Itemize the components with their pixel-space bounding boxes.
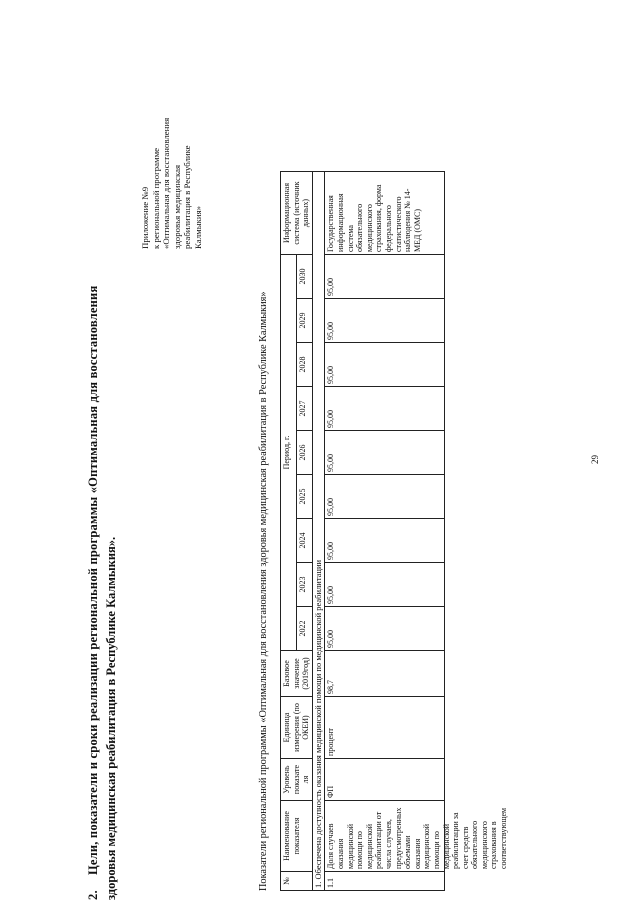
row-unit: процент — [325, 697, 445, 759]
col-header-info: Информационная система (источник данных) — [281, 172, 313, 255]
heading-number: 2. — [86, 890, 100, 900]
year-header: 2026 — [296, 431, 312, 475]
row-info — [325, 172, 445, 255]
appendix-line: «Оптимальная для восстановления — [161, 117, 172, 249]
row-value: 95,00 — [325, 475, 445, 519]
row-name-text: Доля случаев оказания медицинской помощи по медицинской реабилитации от числа случаев, предусмотренных объемами оказания медицинской помощи по медицинской реабилитации за счет средств обязательного медицинского страхования в соответствующем — [326, 807, 509, 869]
indicators-table — [280, 171, 509, 891]
year-header: 2030 — [296, 255, 312, 299]
row-info-text: Государственная информационная система обязательного медицинского страхования, форма федерального статистического наблюдения № 14-МЕД (ОМС) — [326, 184, 422, 252]
row-value: 95,00 — [325, 431, 445, 475]
appendix-line: Приложение №9 — [140, 186, 150, 249]
row-value: 95,00 — [325, 255, 445, 299]
appendix-line: реабилитация в Республике — [182, 145, 193, 249]
col-header-unit: Единица измерения (по ОКЕИ) — [281, 697, 313, 759]
col-header-base: Базовое значение (2019год) — [281, 651, 313, 697]
appendix-line: здоровья медицинская — [171, 164, 182, 249]
col-header-level: Уровень показате ля — [281, 759, 313, 801]
row-value: 95,00 — [325, 563, 445, 607]
page-number: 29 — [590, 455, 600, 464]
year-header: 2025 — [296, 475, 312, 519]
year-header: 2024 — [296, 519, 312, 563]
year-header: 2023 — [296, 563, 312, 607]
row-value: 95,00 — [325, 299, 445, 343]
row-value: 95,00 — [325, 519, 445, 563]
year-header: 2027 — [296, 387, 312, 431]
year-header: 2028 — [296, 343, 312, 387]
appendix-note — [140, 118, 204, 249]
row-level: ФП — [325, 759, 445, 801]
appendix-line: Калмыкия» — [192, 205, 203, 249]
row-base: 98,7 — [325, 651, 445, 697]
section-row: 1. Обеспечена доступность оказания медицинской помощи по медицинской реабилитации — [312, 172, 325, 891]
row-value: 95,00 — [325, 343, 445, 387]
row-value: 95,00 — [325, 607, 445, 651]
col-header-period: Период, г. — [281, 255, 297, 651]
appendix-line: к региональной программе — [150, 147, 161, 249]
row-value: 95,00 — [325, 387, 445, 431]
row-name — [325, 801, 509, 872]
col-header-no: № — [281, 872, 313, 891]
row-number: 1.1 — [325, 872, 445, 891]
year-header: 2022 — [296, 607, 312, 651]
col-header-name: Наименование показателя — [281, 801, 313, 872]
heading-line-1: Цели, показатели и сроки реализации региональной программы «Оптимальная для восстановления — [86, 285, 100, 875]
table-caption: Показатели региональной программы «Оптимальная для восстановления здоровья медицинская реабилитация в Республике Калмыкия» — [258, 291, 269, 891]
year-header: 2029 — [296, 299, 312, 343]
heading-line-2: здоровья медицинская реабилитация в Республике Калмыкия». — [104, 536, 118, 900]
